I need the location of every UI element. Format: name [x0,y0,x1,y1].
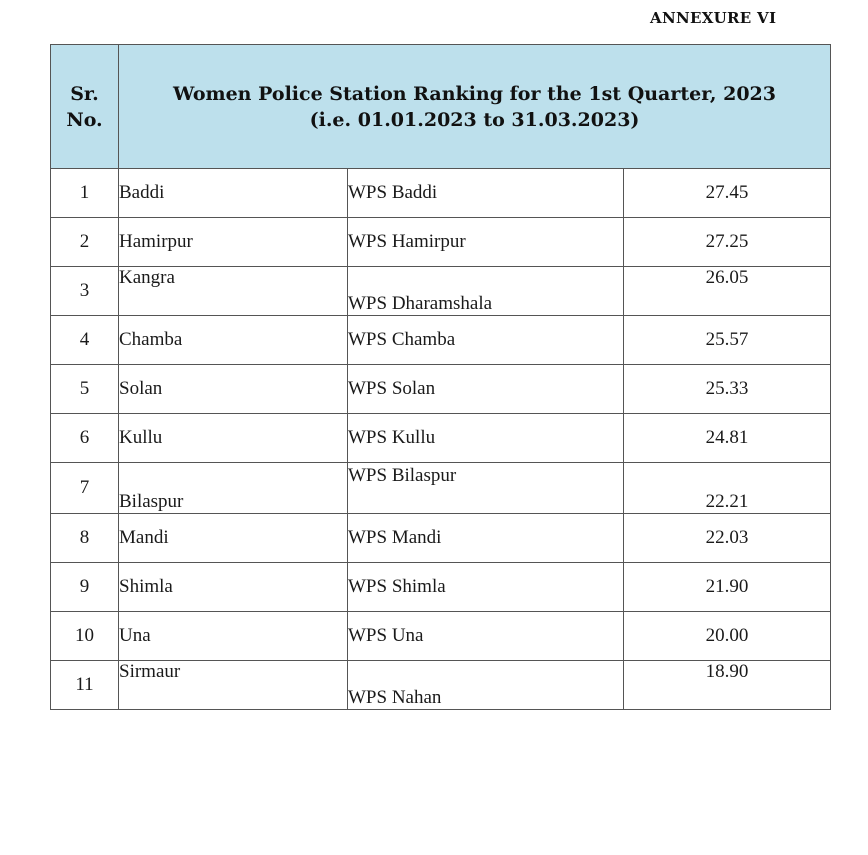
table-row [51,365,831,414]
score-cell: 22.21 [624,463,831,514]
station-cell: WPS Baddi [348,169,624,218]
score-cell: 22.03 [624,514,831,563]
table-row [51,563,831,612]
district-cell: Baddi [119,169,348,218]
district-cell: Sirmaur [119,661,348,710]
score-cell: 21.90 [624,563,831,612]
table-row [51,169,831,218]
score-cell: 26.05 [624,267,831,316]
station-cell: WPS Kullu [348,414,624,463]
district-cell: Shimla [119,563,348,612]
sr-cell: 4 [51,316,119,365]
sr-header-line2: No. [66,108,103,131]
score-cell: 25.57 [624,316,831,365]
table-row [51,414,831,463]
sr-cell: 6 [51,414,119,463]
table-row [51,267,831,316]
score-cell: 25.33 [624,365,831,414]
table-row [51,514,831,563]
annexure-label: ANNEXURE VI [650,9,777,27]
district-cell: Bilaspur [119,463,348,514]
sr-cell: 2 [51,218,119,267]
table-row [51,612,831,661]
sr-cell: 1 [51,169,119,218]
station-cell: WPS Nahan [348,661,624,710]
station-cell: WPS Mandi [348,514,624,563]
station-cell: WPS Bilaspur [348,463,624,514]
table-row [51,463,831,514]
district-cell: Solan [119,365,348,414]
table-row [51,661,831,710]
sr-cell: 8 [51,514,119,563]
district-cell: Kangra [119,267,348,316]
sr-cell: 11 [51,661,119,710]
sr-cell: 7 [51,463,119,514]
table-row [51,316,831,365]
header-row [51,45,831,169]
score-cell: 24.81 [624,414,831,463]
sr-cell: 9 [51,563,119,612]
table-title-line1: Women Police Station Ranking for the 1st Quarter, 2023 [173,82,776,105]
table-title-header [119,45,831,169]
sr-no-header [51,45,119,169]
table-row [51,218,831,267]
district-cell: Chamba [119,316,348,365]
station-cell: WPS Solan [348,365,624,414]
station-cell: WPS Una [348,612,624,661]
score-cell: 27.25 [624,218,831,267]
score-cell: 27.45 [624,169,831,218]
station-cell: WPS Shimla [348,563,624,612]
sr-cell: 3 [51,267,119,316]
sr-cell: 10 [51,612,119,661]
district-cell: Mandi [119,514,348,563]
score-cell: 20.00 [624,612,831,661]
sr-cell: 5 [51,365,119,414]
district-cell: Una [119,612,348,661]
station-cell: WPS Hamirpur [348,218,624,267]
station-cell: WPS Chamba [348,316,624,365]
ranking-table [50,44,831,710]
sr-header-line1: Sr. [70,82,99,105]
station-cell: WPS Dharamshala [348,267,624,316]
score-cell: 18.90 [624,661,831,710]
table-title-line2: (i.e. 01.01.2023 to 31.03.2023) [309,108,640,131]
district-cell: Hamirpur [119,218,348,267]
district-cell: Kullu [119,414,348,463]
